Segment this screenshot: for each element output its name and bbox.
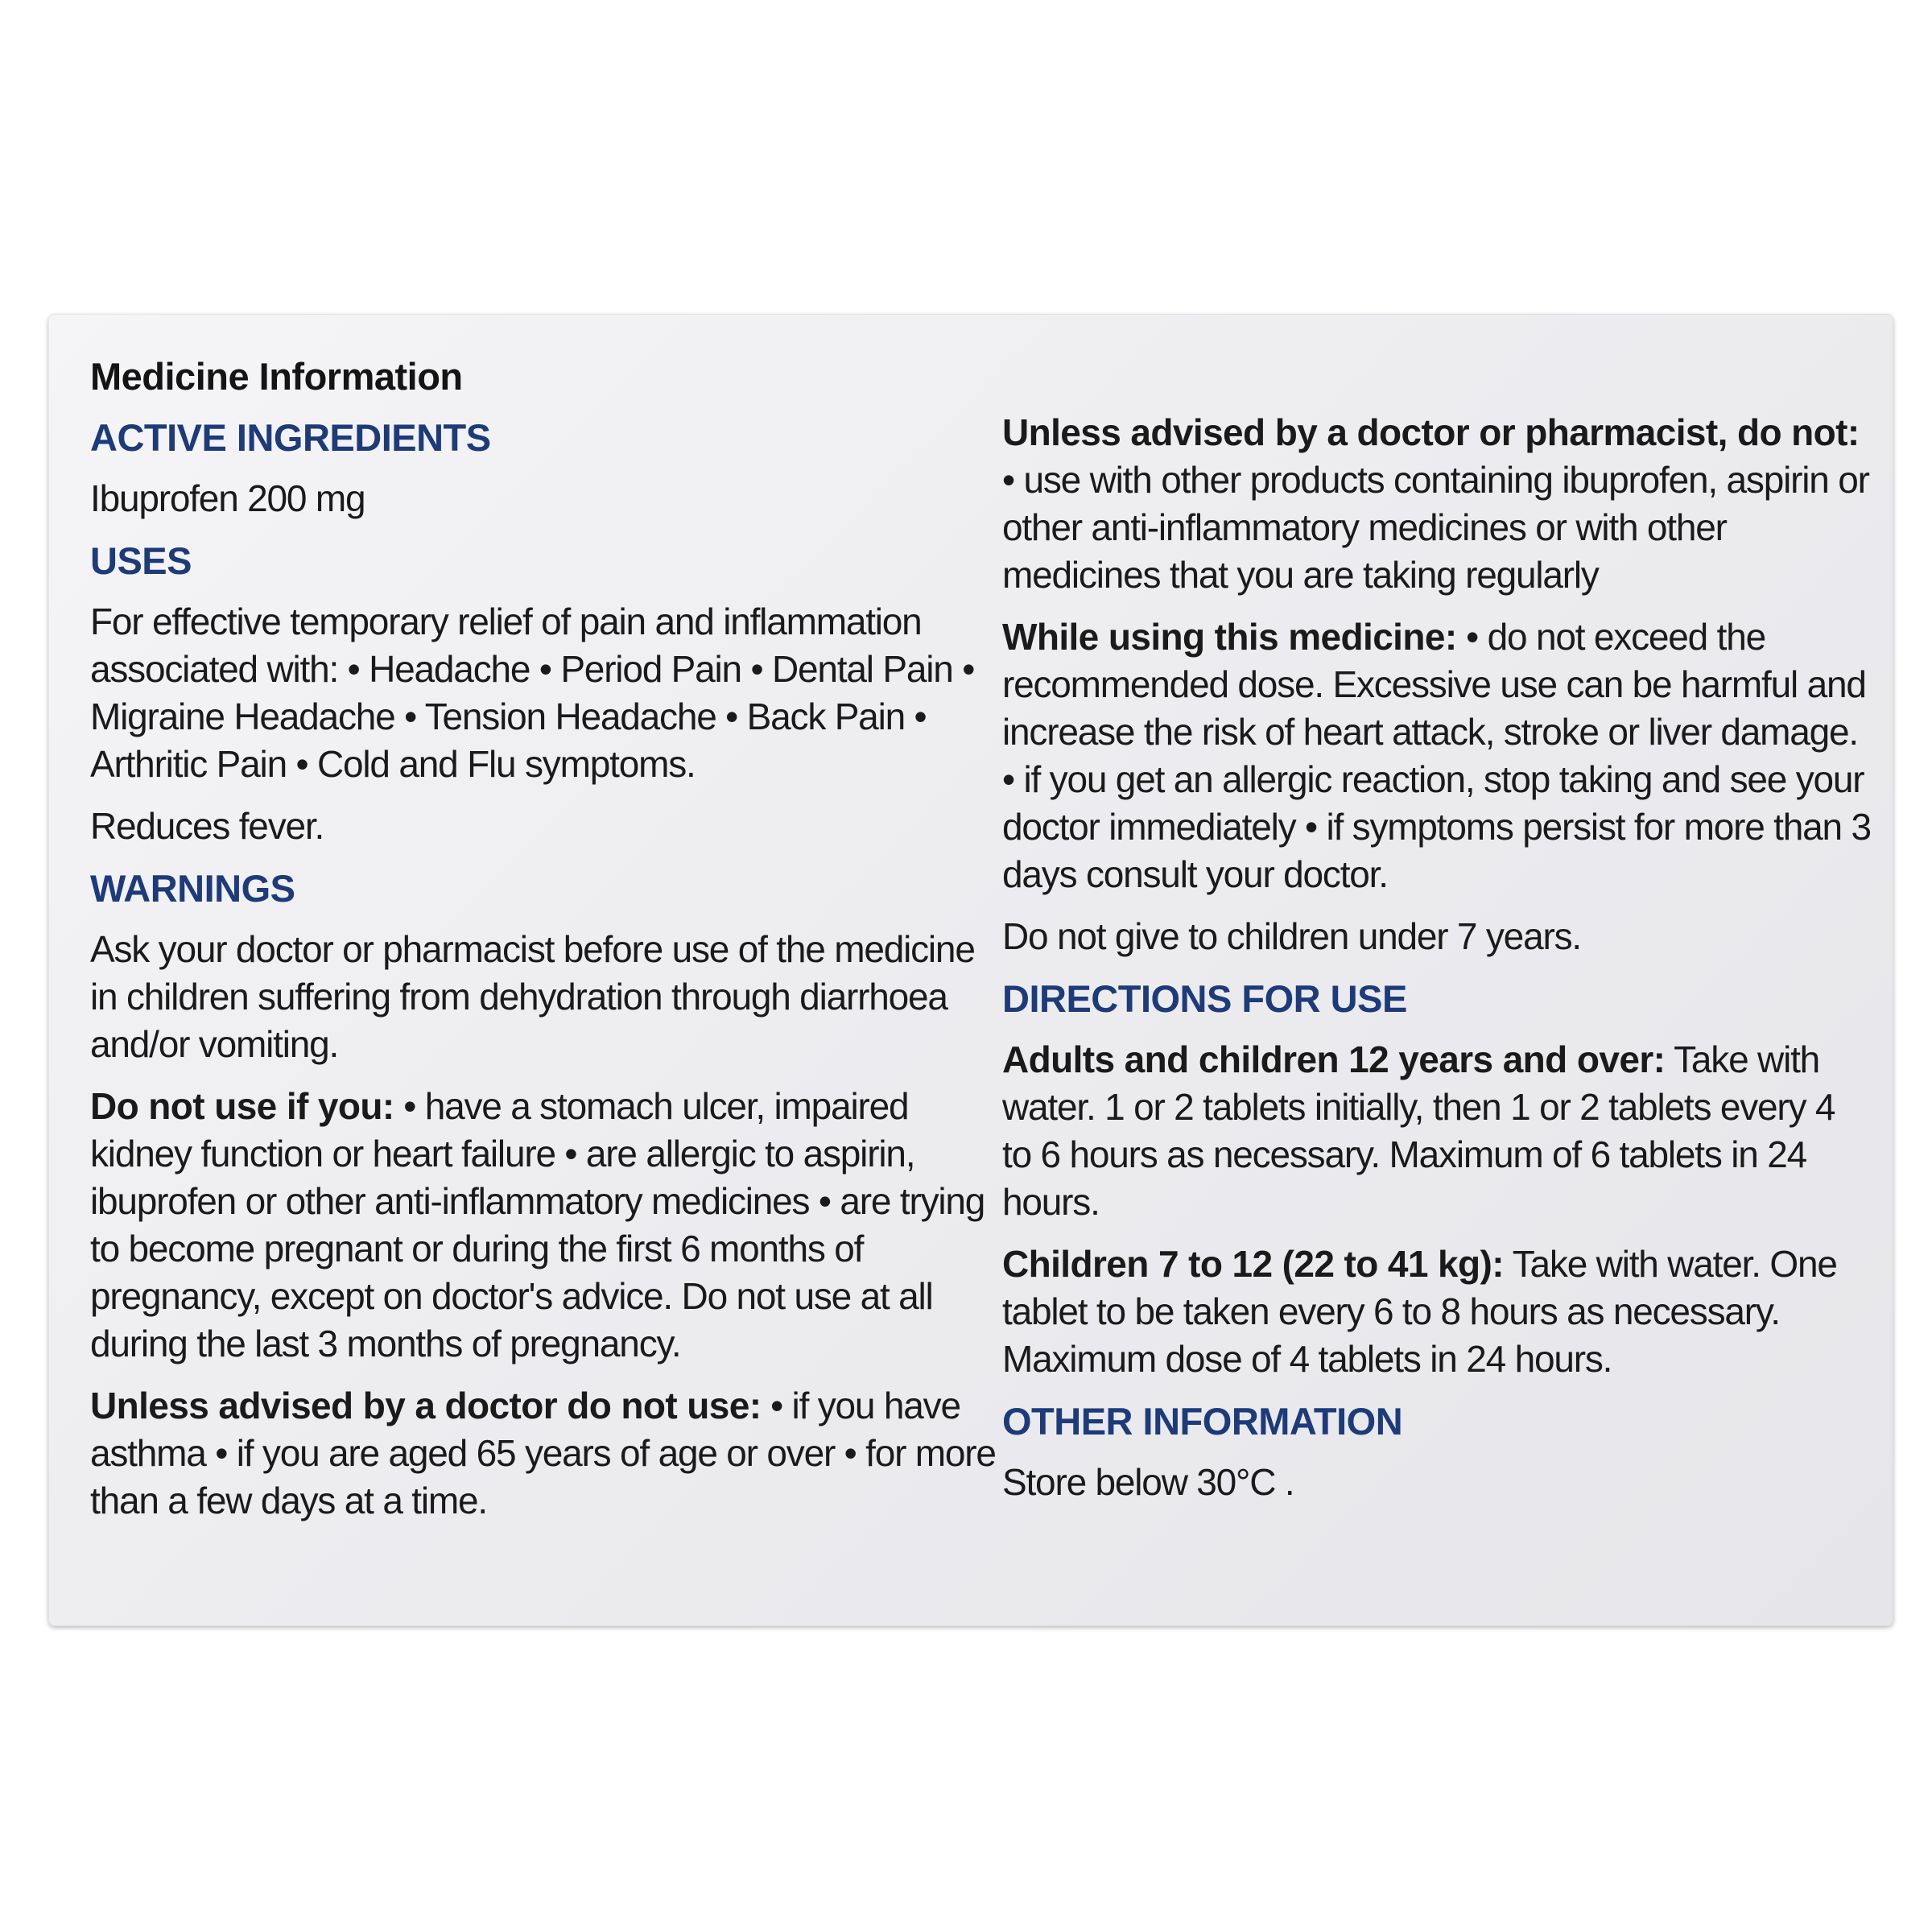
children-directions-lead: Children 7 to 12 (22 to 41 kg): — [1002, 1243, 1504, 1285]
children-warning-text: Do not give to children under 7 years. — [1002, 915, 1581, 957]
adults-directions-lead: Adults and children 12 years and over: — [1002, 1038, 1666, 1080]
adults-directions-paragraph — [1002, 1036, 1872, 1226]
unless-doctor-lead: Unless advised by a doctor do not use: — [90, 1385, 762, 1426]
other-information-heading: OTHER INFORMATION — [1002, 1400, 1403, 1443]
children-directions-text: Take with water. One tablet to be taken every 6 to 8 hours as necessary. Maximum dose of 4 tablets in 24 hours. — [1002, 1243, 1837, 1380]
active-ingredients-text: Ibuprofen 200 mg — [90, 477, 365, 519]
uses-fever-text: Reduces fever. — [90, 805, 324, 847]
do-not-use-lead: Do not use if you: — [90, 1085, 394, 1127]
medicine-info-panel — [48, 314, 1893, 1626]
right-column — [1002, 409, 1872, 1521]
do-not-use-text: • have a stomach ulcer, impaired kidney function or heart failure • are allergic to aspirin, ibuprofen or other anti-inflammatory medicines • are trying to become pregnant or during the first 6 months of pregnancy, except on doctor's advice. Do not use at all during the last 3 months of pregnancy. — [90, 1085, 985, 1364]
unless-pharmacist-lead: Unless advised by a doctor or pharmacist, do not: — [1002, 411, 1860, 453]
do-not-use-paragraph — [90, 1083, 1008, 1368]
children-directions-paragraph — [1002, 1241, 1872, 1383]
directions-heading: DIRECTIONS FOR USE — [1002, 977, 1407, 1020]
while-using-paragraph — [1002, 613, 1872, 898]
unless-doctor-paragraph — [90, 1382, 1008, 1525]
warnings-heading: WARNINGS — [90, 867, 295, 910]
active-ingredients-heading: ACTIVE INGREDIENTS — [90, 416, 491, 459]
document-title: Medicine Information — [90, 355, 463, 398]
uses-heading: USES — [90, 539, 192, 582]
while-using-lead: While using this medicine: — [1002, 616, 1457, 658]
unless-pharmacist-paragraph — [1002, 409, 1872, 599]
adults-directions-text: Take with water. 1 or 2 tablets initially, then 1 or 2 tablets every 4 to 6 hours as necessary. Maximum of 6 tablets in 24 hours. — [1002, 1038, 1835, 1223]
while-using-text: • do not exceed the recommended dose. Excessive use can be harmful and increase the risk of heart attack, stroke or liver damage. • if you get an allergic reaction, stop taking and see your doctor immediately • if symptoms persist for more than 3 days consult your doctor. — [1002, 616, 1871, 895]
warnings-text: Ask your doctor or pharmacist before use of the medicine in children suffering from dehydration through diarrhoea and/or vomiting. — [90, 928, 975, 1065]
uses-text: For effective temporary relief of pain and inflammation associated with: • Headache • Period Pain • Dental Pain • Migraine Headache • Tension Headache • Back Pain • Arthritic Pain • Cold and Flu symptoms. — [90, 601, 975, 785]
unless-doctor-text: • if you have asthma • if you are aged 65 years of age or over • for more than a few days at a time. — [90, 1385, 996, 1521]
other-information-text: Store below 30°C . — [1002, 1461, 1294, 1503]
left-column — [90, 353, 1008, 1539]
unless-pharmacist-text: • use with other products containing ibuprofen, aspirin or other anti-inflammatory medicines or with other medicines that you are taking regularly — [1002, 459, 1869, 596]
